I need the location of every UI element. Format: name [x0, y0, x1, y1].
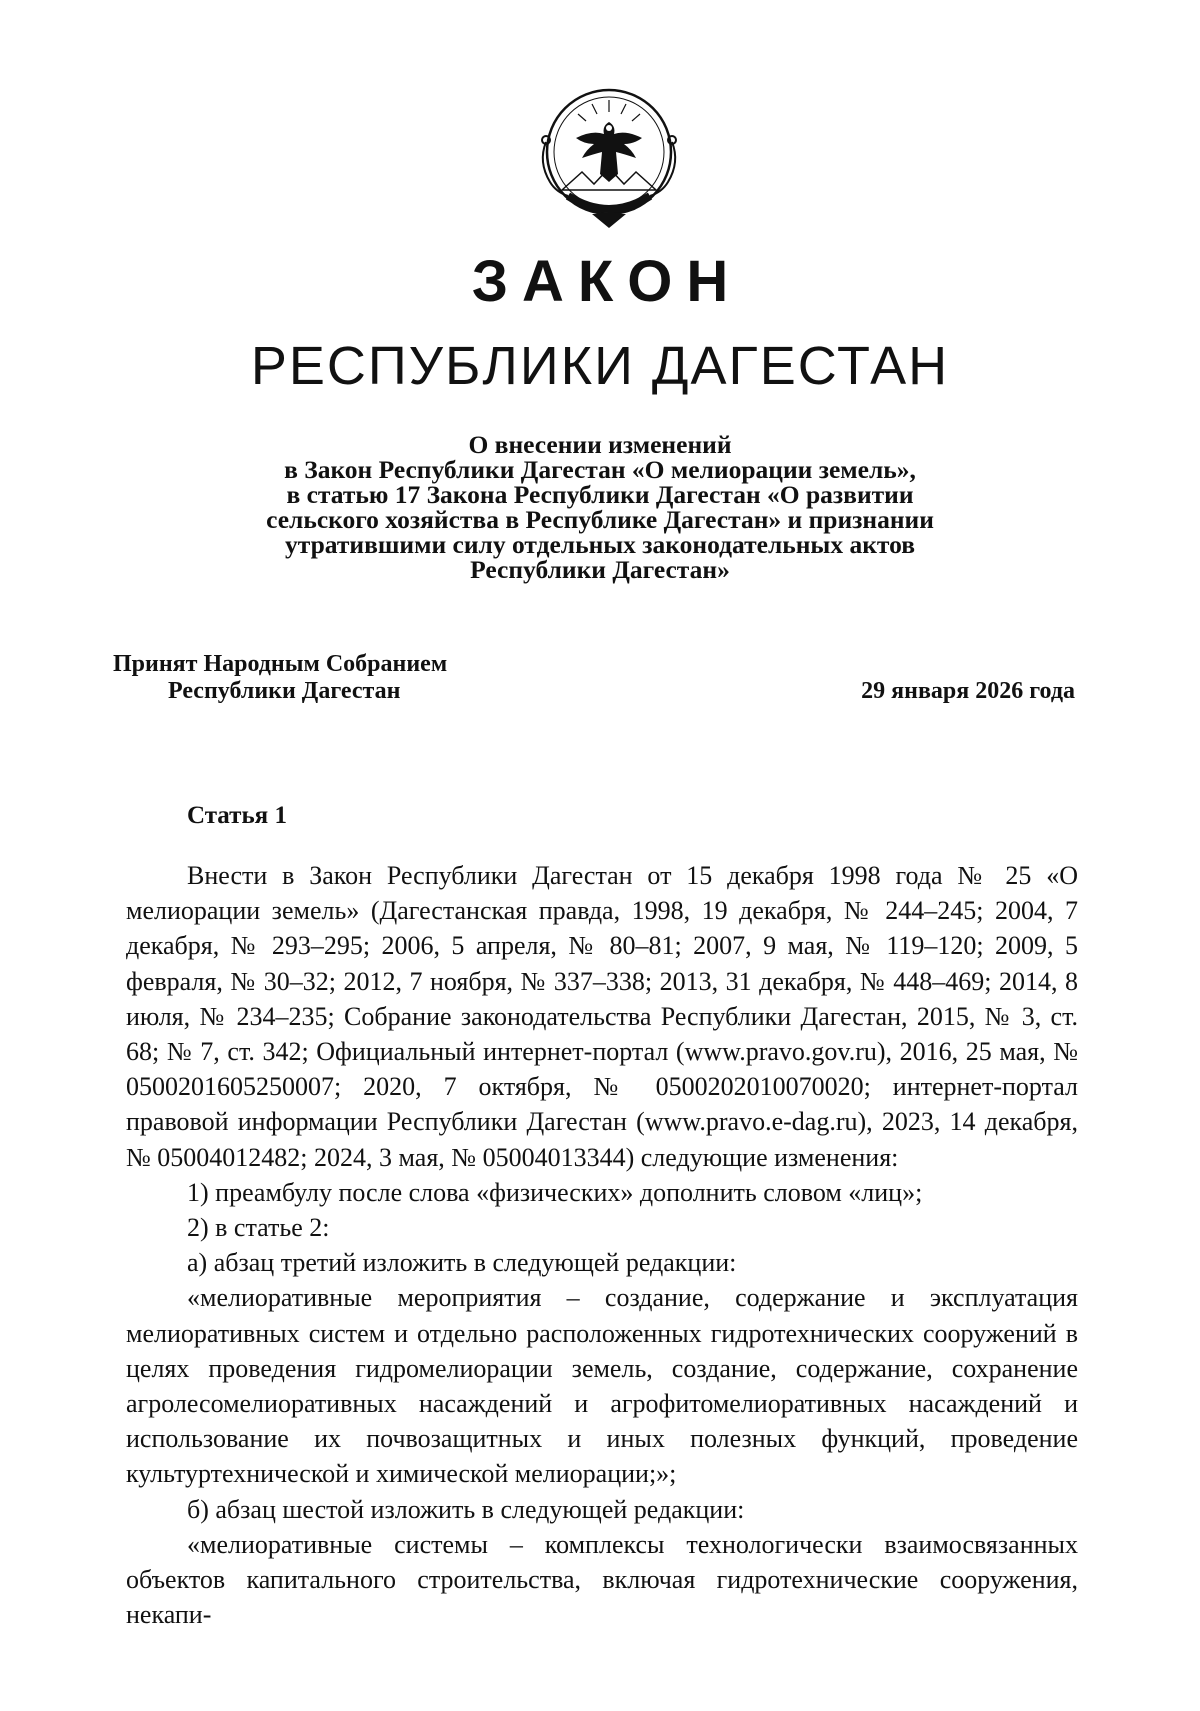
subject-line: Республики Дагестан» — [470, 555, 730, 584]
article-paragraph: а) абзац третий изложить в следующей редакции: — [187, 1248, 737, 1278]
article-paragraph: «мелиоративные мероприятия – создание, содержание и эксплуатация мелиоративных систем и отдельно расположенных гидротехнических сооружений в целях проведения гидромелиорации земель, создание, содержание, сохранение агролесомелиоративных насаждений и агрофитомелиоративных насаждений и использование их почвозащитных и иных полезных функций, проведение культуртехнической и химической мелиорации;»; — [126, 1283, 1078, 1489]
article-paragraph: 1) преамбулу после слова «физических» дополнить словом «лиц»; — [187, 1177, 923, 1207]
adoption-line-1: Принят Народным Собранием — [113, 651, 448, 677]
adoption-date: 29 января 2026 года — [861, 678, 1075, 704]
republic-emblem — [532, 82, 686, 230]
subject-line: сельского хозяйства в Республике Дагестан» и признании — [266, 505, 934, 534]
adoption-line-2: Республики Дагестан — [168, 678, 401, 704]
subject-line: О внесении изменений — [468, 430, 732, 459]
article-body — [126, 858, 1078, 1632]
subject-line: в Закон Республики Дагестан «О мелиорации земель», — [284, 455, 916, 484]
law-title: ЗАКОН — [471, 249, 743, 314]
article-paragraph: 2) в статье 2: — [187, 1213, 330, 1243]
adoption-note — [113, 651, 447, 705]
subject-line: в статью 17 Закона Республики Дагестан «О развитии — [286, 480, 914, 509]
article-paragraph: б) абзац шестой изложить в следующей редакции: — [187, 1494, 745, 1524]
article-heading: Статья 1 — [187, 802, 287, 829]
subject-line: утратившими силу отдельных законодательных актов — [285, 530, 915, 559]
article-paragraph: «мелиоративные системы – комплексы технологически взаимосвязанных объектов капитального строительства, включая гидротехнические сооружения, некапи- — [126, 1529, 1078, 1630]
republic-name: РЕСПУБЛИКИ ДАГЕСТАН — [250, 336, 950, 396]
law-subject — [150, 432, 1050, 582]
article-paragraph: Внести в Закон Республики Дагестан от 15 декабря 1998 года № 25 «О мелиорации земель» (Дагестанская правда, 1998, 19 декабря, № 244–245; 2004, 7 декабря, № 293–295; 2006, 5 апреля, № 80–81; 2007, 9 мая, № 119–120; 2009, 5 февраля, № 30–32; 2012, 7 ноября, № 337–338; 2013, 31 декабря, № 448–469; 2014, 8 июля, № 234–235; Собрание законодательства Республики Дагестан, 2015, № 3, ст. 68; № 7, ст. 342; Официальный интернет-портал (www.pravo.gov.ru), 2016, 25 мая, № 0500201605250007; 2020, 7 октября, № 0500202010070020; интернет-портал правовой информации Республики Дагестан (www.pravo.e-dag.ru), 2023, 14 декабря, № 05004012482; 2024, 3 мая, № 05004013344) следующие изменения: — [126, 861, 1078, 1172]
